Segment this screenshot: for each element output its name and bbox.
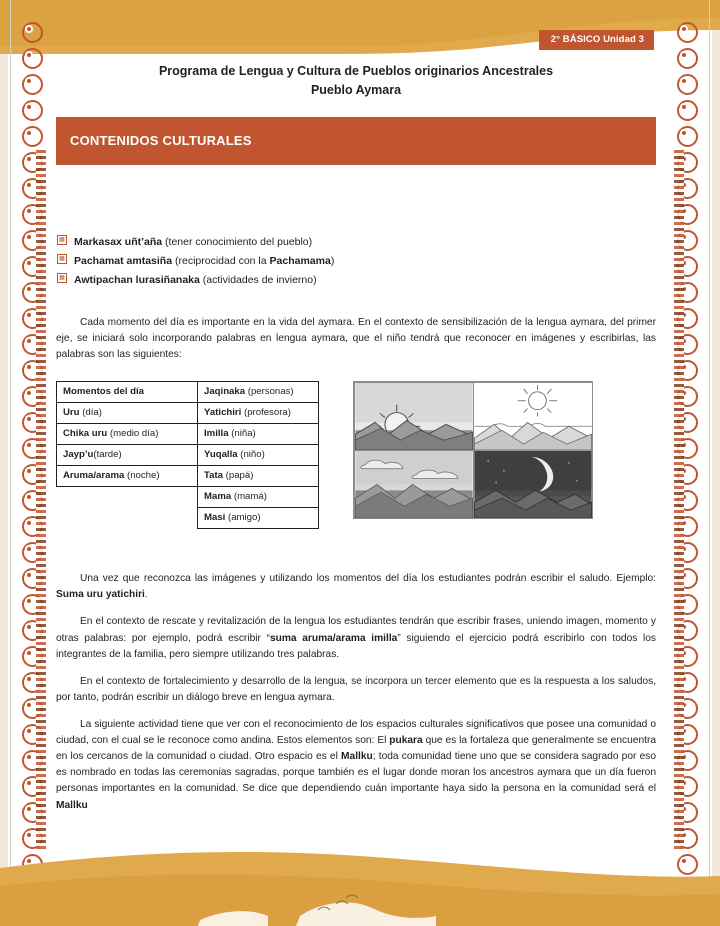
- table-row: [57, 382, 319, 403]
- text-run: que es la fortaleza que generalmente se encuentra en los cercanos de la comunidad o ciudad. Otro espacio es el: [56, 735, 656, 763]
- body-paragraphs: [56, 571, 656, 813]
- text-run: (actividades de invierno): [199, 273, 317, 286]
- emphasis-text: Suma uru yatichiri: [56, 589, 145, 601]
- emphasis-text: Pachamat amtasiña: [74, 254, 173, 267]
- page-title: [56, 62, 656, 101]
- table-cell-moment: [57, 382, 198, 403]
- text-run: (papá): [223, 470, 254, 482]
- table-cell-word: [198, 508, 319, 529]
- table-row: [57, 487, 319, 508]
- cultural-content-item: [56, 252, 656, 270]
- table-row: [57, 424, 319, 445]
- document-content: [56, 62, 656, 825]
- decorative-ring-icon: [677, 22, 698, 43]
- decorative-ring-icon: [677, 100, 698, 121]
- decorative-ring-icon: [22, 74, 43, 95]
- table-cell-word: [198, 382, 319, 403]
- table-row: [57, 508, 319, 529]
- table-cell-word: [198, 424, 319, 445]
- emphasis-text: Chika uru: [63, 428, 108, 440]
- table-row: [57, 445, 319, 466]
- bullet-square-icon: ▦: [57, 273, 67, 283]
- text-run: (tener conocimiento del pueblo): [162, 235, 313, 248]
- emphasis-text: suma aruma/arama imilla: [269, 632, 398, 644]
- night-moon-over-mountains-image: [473, 450, 593, 519]
- table-cell-moment: [57, 403, 198, 424]
- text-run: (medio día): [107, 428, 159, 440]
- paper-edge-right: [712, 0, 720, 926]
- decorative-stripe-left: [36, 150, 46, 850]
- cultural-content-item: [56, 233, 656, 251]
- emphasis-text: Markasax uñt’aña: [74, 235, 163, 248]
- paragraph: [56, 674, 656, 706]
- emphasis-text: Masi: [204, 512, 226, 524]
- sunset-over-mountains-image: [354, 450, 474, 519]
- emphasis-text: Momentos del día: [63, 386, 145, 398]
- emphasis-text: Yuqalla: [204, 449, 238, 461]
- emphasis-text: Imilla: [204, 428, 229, 440]
- decorative-stripe-right: [674, 150, 684, 850]
- emphasis-text: Jaqinaka: [204, 386, 246, 398]
- day-moments-image-grid: [353, 381, 593, 519]
- sunrise-over-mountains-image: [354, 382, 474, 451]
- emphasis-text: pukara: [389, 735, 423, 747]
- text-run: (amigo): [225, 512, 261, 524]
- intro-paragraphs: [56, 315, 656, 363]
- emphasis-text: Jayp’u: [63, 449, 94, 461]
- text-run: (profesora): [241, 407, 291, 419]
- table-cell-moment: [57, 466, 198, 487]
- cultural-contents-list: [56, 233, 656, 289]
- table-cell-moment: [57, 508, 198, 529]
- text-run: (mamá): [231, 491, 267, 503]
- midday-sun-over-mountains-image: [473, 382, 593, 451]
- text-run: (reciprocidad con la: [172, 254, 270, 267]
- text-run: La siguiente actividad tiene que ver con el reconocimiento de los espacios culturales significativos que posee una comunidad o ciudad, con el cual se le reconoce como andina. Estos elementos son: El: [56, 718, 656, 747]
- emphasis-text: Mama: [204, 491, 232, 503]
- paragraph: [56, 571, 656, 603]
- text-run: (día): [79, 407, 102, 419]
- emphasis-text: Awtipachan lurasiñanaka: [74, 273, 200, 286]
- emphasis-text: Pachamama: [269, 254, 331, 267]
- decorative-ring-icon: [22, 22, 43, 43]
- text-run: ; toda comunidad tiene uno que se considera sagrado por eso es nombrado en todas las ceremonias sagradas, porque también es el lugar donde moran los ancestros aymara que un día fueron personas importantes en la comunidad. Se dice que dependiendo cuán importante haya sido la persona en la comunidad será el: [56, 751, 656, 795]
- table-cell-word: [198, 487, 319, 508]
- decorative-ring-icon: [677, 126, 698, 147]
- page-title-line-2: Pueblo Aymara: [310, 83, 402, 98]
- table-cell-word: [198, 466, 319, 487]
- text-run: En el contexto de fortalecimiento y desarrollo de la lengua, se incorpora un tercer elemento que es la respuesta a los saludos, por tanto, podrán escribir un diálogo breve en lengua aymara.: [56, 675, 656, 703]
- emphasis-text: Mallku: [56, 799, 88, 811]
- text-run: En el contexto de rescate y revitalización de la lengua los estudiantes tendrán que escribir frases, uniendo imagen, momento y otras palabras: por ejemplo, podrá escribir “: [56, 616, 656, 644]
- emphasis-text: Tata: [204, 470, 224, 482]
- bullet-square-icon: ▦: [57, 235, 67, 245]
- decorative-ring-icon: [22, 100, 43, 121]
- table-cell-moment: [57, 487, 198, 508]
- table-cell-moment: [57, 424, 198, 445]
- text-run: (niño): [237, 449, 265, 461]
- table-cell-moment: [57, 445, 198, 466]
- table-cell-word: [198, 445, 319, 466]
- text-run: (tarde): [93, 449, 122, 461]
- table-cell-word: [198, 403, 319, 424]
- text-run: (niña): [228, 428, 256, 440]
- decorative-ring-icon: [677, 74, 698, 95]
- emphasis-text: Mallku: [341, 751, 373, 763]
- page-title-line-1: Programa de Lengua y Cultura de Pueblos originarios Ancestrales: [158, 64, 554, 78]
- text-run: ): [330, 254, 335, 267]
- paragraph: [56, 614, 656, 662]
- text-run: .: [144, 589, 148, 601]
- decorative-ring-icon: [677, 48, 698, 69]
- decorative-ring-icon: [22, 48, 43, 69]
- text-run: (noche): [124, 470, 160, 482]
- emphasis-text: Uru: [63, 407, 80, 419]
- paper-edge-left: [0, 0, 8, 926]
- unit-badge: 2° BÁSICO Unidad 3: [539, 30, 654, 50]
- text-run: (personas): [245, 386, 294, 398]
- table-row: [57, 466, 319, 487]
- paragraph: [56, 717, 656, 814]
- footer-decorative-band: [0, 846, 720, 926]
- text-run: Una vez que reconozca las imágenes y utilizando los momentos del día los estudiantes podrán escribir el saludo. Ejemplo:: [80, 573, 656, 585]
- emphasis-text: Aruma/arama: [63, 470, 125, 482]
- momentos-del-dia-table: [56, 381, 319, 529]
- text-run: ” siguiendo el ejercicio podrá escribirlo con todos los integrantes de la familia, pero siempre utilizando tres palabras.: [56, 632, 657, 660]
- emphasis-text: Yatichiri: [204, 407, 242, 419]
- table-row: [57, 403, 319, 424]
- table-and-images-row: [56, 381, 656, 529]
- section-heading-bar: CONTENIDOS CULTURALES: [56, 117, 656, 165]
- bullet-square-icon: ▦: [57, 254, 67, 264]
- cultural-content-item: [56, 271, 656, 289]
- decorative-ring-icon: [22, 126, 43, 147]
- paragraph: Cada momento del día es importante en la vida del aymara. En el contexto de sensibilización de la lengua aymara, del primer eje, se iniciará solo incorporando palabras en lengua aymara, que el niño tendrá que reconocer en imágenes y escribirlas, las palabras son las siguientes:: [56, 316, 656, 361]
